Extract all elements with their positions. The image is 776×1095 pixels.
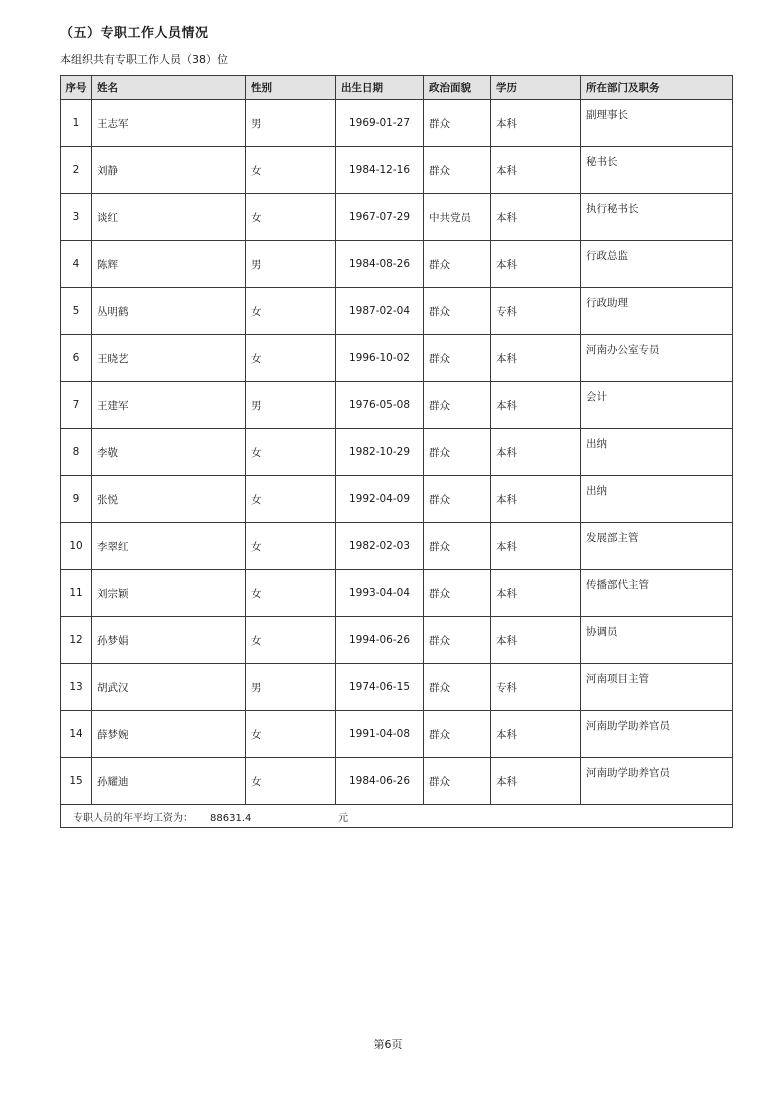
cell-political-status: 群众 [424,335,491,382]
section-title: （五）专职工作人员情况 [60,26,209,41]
cell-index: 15 [61,758,92,805]
cell-political-status: 群众 [424,758,491,805]
cell-gender: 女 [246,288,336,335]
cell-education: 本科 [491,711,581,758]
avg-salary-label: 专职人员的年平均工资为： [73,812,193,824]
cell-birth-date: 1976-05-08 [336,382,424,429]
salary-footer-cell [61,805,733,828]
header-political-status: 政治面貌 [424,76,491,100]
cell-department-role: 河南助学助养官员 [581,711,733,758]
cell-birth-date: 1982-10-29 [336,429,424,476]
table-row [61,617,733,664]
cell-department-role: 行政总监 [581,241,733,288]
cell-name: 谈红 [92,194,246,241]
cell-education: 本科 [491,194,581,241]
cell-name: 丛明鹤 [92,288,246,335]
cell-political-status: 群众 [424,147,491,194]
table-row [61,570,733,617]
cell-index: 7 [61,382,92,429]
header-index: 序号 [61,76,92,100]
cell-index: 2 [61,147,92,194]
cell-department-role: 副理事长 [581,100,733,147]
table-row [61,194,733,241]
cell-education: 本科 [491,100,581,147]
cell-birth-date: 1993-04-04 [336,570,424,617]
cell-department-role: 协调员 [581,617,733,664]
cell-gender: 女 [246,758,336,805]
page-number: 第6页 [373,1038,403,1051]
cell-gender: 男 [246,664,336,711]
cell-name: 孙梦娟 [92,617,246,664]
cell-birth-date: 1992-04-09 [336,476,424,523]
cell-political-status: 群众 [424,523,491,570]
cell-index: 8 [61,429,92,476]
cell-index: 10 [61,523,92,570]
cell-index: 3 [61,194,92,241]
header-education: 学历 [491,76,581,100]
cell-political-status: 群众 [424,664,491,711]
cell-birth-date: 1982-02-03 [336,523,424,570]
cell-education: 本科 [491,382,581,429]
cell-department-role: 执行秘书长 [581,194,733,241]
header-gender: 性别 [246,76,336,100]
cell-gender: 女 [246,194,336,241]
cell-name: 张悦 [92,476,246,523]
cell-education: 本科 [491,476,581,523]
cell-education: 本科 [491,429,581,476]
salary-unit: 元 [338,812,348,824]
cell-education: 本科 [491,758,581,805]
cell-name: 陈辉 [92,241,246,288]
table-row [61,429,733,476]
cell-birth-date: 1967-07-29 [336,194,424,241]
cell-gender: 女 [246,335,336,382]
cell-gender: 女 [246,617,336,664]
cell-political-status: 群众 [424,288,491,335]
cell-birth-date: 1984-06-26 [336,758,424,805]
cell-department-role: 出纳 [581,429,733,476]
cell-political-status: 群众 [424,476,491,523]
cell-political-status: 群众 [424,100,491,147]
cell-gender: 女 [246,147,336,194]
cell-birth-date: 1969-01-27 [336,100,424,147]
cell-name: 李翠红 [92,523,246,570]
cell-birth-date: 1996-10-02 [336,335,424,382]
cell-gender: 男 [246,100,336,147]
table-row [61,288,733,335]
cell-gender: 女 [246,570,336,617]
cell-political-status: 群众 [424,429,491,476]
staff-table [60,75,733,828]
cell-gender: 女 [246,476,336,523]
cell-political-status: 群众 [424,382,491,429]
cell-name: 王晓艺 [92,335,246,382]
table-header-row [61,76,733,100]
cell-department-role: 出纳 [581,476,733,523]
table-row [61,523,733,570]
staff-rows [61,100,733,805]
cell-index: 4 [61,241,92,288]
cell-index: 5 [61,288,92,335]
cell-birth-date: 1974-06-15 [336,664,424,711]
cell-index: 14 [61,711,92,758]
cell-gender: 男 [246,382,336,429]
cell-index: 13 [61,664,92,711]
cell-name: 刘宗颖 [92,570,246,617]
cell-gender: 男 [246,241,336,288]
table-row [61,711,733,758]
cell-index: 9 [61,476,92,523]
cell-name: 薛梦婉 [92,711,246,758]
cell-name: 刘静 [92,147,246,194]
table-row [61,241,733,288]
cell-name: 王建军 [92,382,246,429]
cell-department-role: 传播部代主管 [581,570,733,617]
table-row [61,476,733,523]
cell-name: 李敬 [92,429,246,476]
header-department-role: 所在部门及职务 [581,76,733,100]
table-row [61,758,733,805]
cell-political-status: 群众 [424,241,491,288]
cell-political-status: 群众 [424,617,491,664]
cell-political-status: 中共党员 [424,194,491,241]
cell-education: 本科 [491,570,581,617]
cell-gender: 女 [246,523,336,570]
table-row [61,382,733,429]
table-row [61,664,733,711]
header-name: 姓名 [92,76,246,100]
salary-footer-row [61,805,733,828]
cell-department-role: 河南助学助养官员 [581,758,733,805]
header-birth-date: 出生日期 [336,76,424,100]
cell-birth-date: 1984-08-26 [336,241,424,288]
cell-name: 孙耀迪 [92,758,246,805]
cell-gender: 女 [246,429,336,476]
cell-department-role: 发展部主管 [581,523,733,570]
staff-count-summary: 本组织共有专职工作人员（38）位 [60,53,228,66]
cell-name: 胡武汉 [92,664,246,711]
cell-department-role: 会计 [581,382,733,429]
table-row [61,335,733,382]
cell-index: 12 [61,617,92,664]
cell-department-role: 秘书长 [581,147,733,194]
cell-birth-date: 1984-12-16 [336,147,424,194]
cell-education: 本科 [491,617,581,664]
cell-education: 本科 [491,241,581,288]
cell-political-status: 群众 [424,570,491,617]
cell-education: 专科 [491,664,581,711]
table-row [61,147,733,194]
cell-index: 1 [61,100,92,147]
cell-index: 6 [61,335,92,382]
table-row [61,100,733,147]
cell-department-role: 河南项目主管 [581,664,733,711]
cell-department-role: 行政助理 [581,288,733,335]
cell-gender: 女 [246,711,336,758]
cell-name: 王志军 [92,100,246,147]
cell-education: 本科 [491,147,581,194]
cell-birth-date: 1991-04-08 [336,711,424,758]
cell-index: 11 [61,570,92,617]
cell-education: 本科 [491,523,581,570]
cell-birth-date: 1994-06-26 [336,617,424,664]
cell-political-status: 群众 [424,711,491,758]
cell-department-role: 河南办公室专员 [581,335,733,382]
cell-education: 专科 [491,288,581,335]
cell-education: 本科 [491,335,581,382]
avg-salary-value: 88631.4 [210,812,252,824]
cell-birth-date: 1987-02-04 [336,288,424,335]
